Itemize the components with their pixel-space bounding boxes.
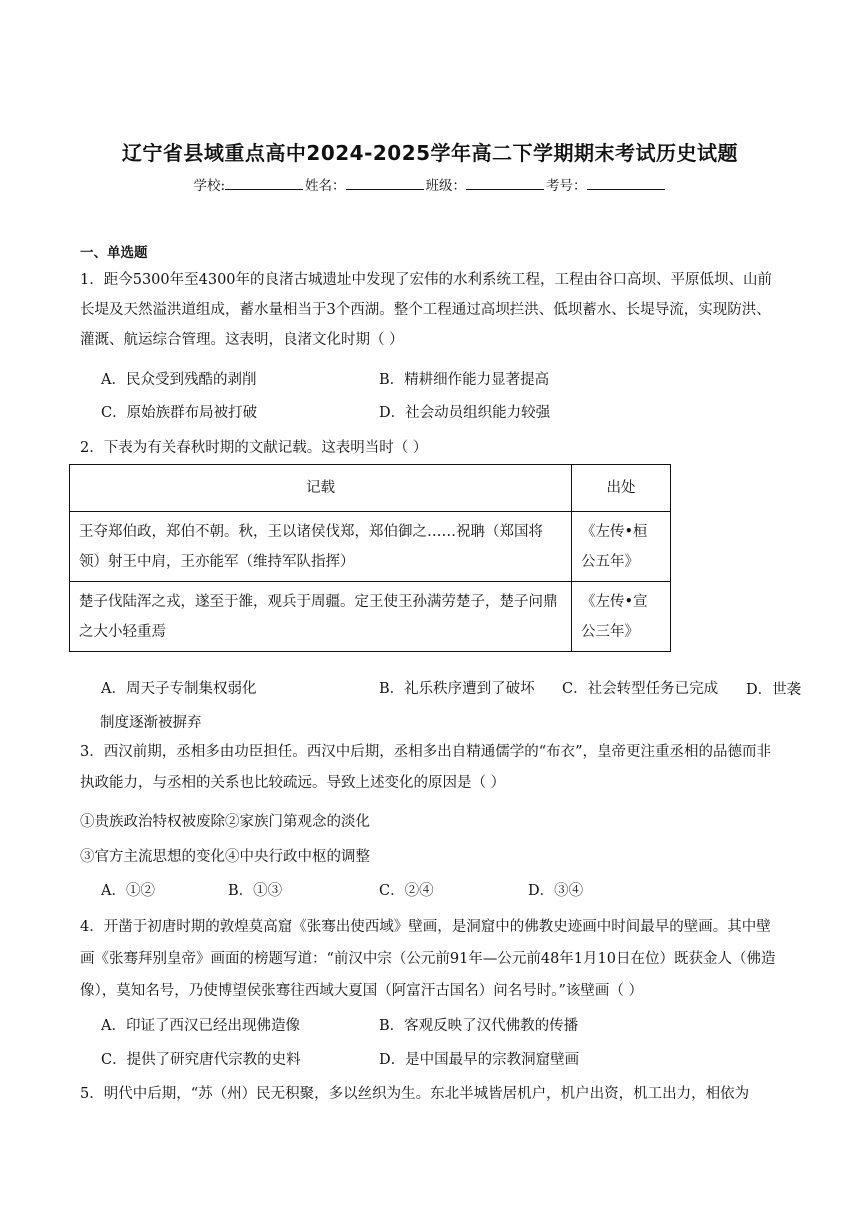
- question-2-text: 2．下表为有关春秋时期的文献记载。这表明当时（ ）: [80, 440, 428, 456]
- q2-option-d-text: D．世袭制度逐渐被摒弃: [100, 682, 802, 731]
- question-5-text: 5．明代中后期，“苏（州）民无积聚，多以丝织为生。东北半城皆居机户，机户出资，机工出力，相依为: [80, 1086, 750, 1102]
- q2-option-c[interactable]: C．社会转型任务已完成: [562, 681, 719, 697]
- q2-option-b[interactable]: B．礼乐秩序遭到了破坏: [379, 681, 535, 697]
- question-3-text: 3．西汉前期，丞相多由功臣担任。西汉中后期，丞相多出自精通儒学的“布衣”，皇帝更注重丞相的品德而非执政能力，与丞相的关系也比较疏远。导致上述变化的原因是（ ）: [80, 744, 772, 791]
- class-label: 班级：: [425, 178, 467, 194]
- question-4-stem: [80, 911, 782, 1007]
- question-1-stem: [80, 265, 782, 355]
- q4-option-a[interactable]: A．印证了西汉已经出现佛造像: [101, 1018, 300, 1034]
- q4-option-c[interactable]: C．提供了研究唐代宗教的史料: [101, 1052, 301, 1068]
- q3-option-a[interactable]: A．①②: [101, 883, 155, 899]
- table-row: [70, 512, 671, 582]
- table-cell: 王夺郑伯政，郑伯不朝。秋，王以诸侯伐郑，郑伯御之……祝聃（郑国将领）射王中肩，王亦能军（维持军队指挥）: [70, 512, 572, 582]
- name-label: 姓名：: [305, 178, 346, 194]
- q3-statement-line-1: ①贵族政治特权被废除②家族门第观念的淡化: [80, 814, 370, 830]
- q1-option-b[interactable]: B．精耕细作能力显著提高: [379, 372, 550, 388]
- question-1-text: 1．距今5300年至4300年的良渚古城遗址中发现了宏伟的水利系统工程，工程由谷口高坝、平原低坝、山前长堤及天然溢洪道组成，蓄水量相当于3个西湖。整个工程通过高坝拦洪、低坝蓄水、长堤导流，实现防洪、灌溉、航运综合管理。这表明，良渚文化时期（ ）: [80, 272, 773, 348]
- table-cell: 《左传•桓公五年》: [572, 512, 671, 582]
- school-blank[interactable]: [225, 177, 303, 190]
- q1-option-a[interactable]: A．民众受到残酷的剥削: [101, 372, 257, 388]
- q3-option-c[interactable]: C．②④: [379, 883, 434, 899]
- table-header: 记载: [70, 465, 572, 512]
- q3-option-d[interactable]: D．③④: [528, 883, 584, 899]
- table-row: [70, 582, 671, 652]
- records-table: [69, 464, 671, 652]
- table-cell: 楚子伐陆浑之戎，遂至于雒，观兵于周疆。定王使王孙满劳楚子，楚子问鼎之大小轻重焉: [70, 582, 572, 652]
- name-blank[interactable]: [346, 177, 424, 190]
- q4-option-b[interactable]: B．客观反映了汉代佛教的传播: [379, 1018, 579, 1034]
- student-info-line: [0, 174, 860, 194]
- table-header: 出处: [572, 465, 671, 512]
- question-2-stem: [80, 433, 782, 463]
- q4-option-d[interactable]: D．是中国最早的宗教洞窟壁画: [379, 1052, 580, 1068]
- number-blank[interactable]: [587, 177, 665, 190]
- q3-option-b[interactable]: B．①③: [228, 883, 283, 899]
- table-header-row: [70, 465, 671, 512]
- school-label: 学校:: [193, 178, 226, 194]
- question-5-stem: [80, 1079, 782, 1109]
- q3-statement-line-2: ③官方主流思想的变化④中央行政中枢的调整: [80, 849, 370, 865]
- number-label: 考号：: [546, 178, 587, 194]
- question-4-text: 4．开凿于初唐时期的敦煌莫高窟《张骞出使西域》壁画，是洞窟中的佛教史迹画中时间最早的壁画。其中壁画《张骞拜别皇帝》画面的榜题写道：“前汉中宗（公元前91年—公元前48年1月10日在位）既获金人（佛造像），莫知名号，乃使博望侯张骞往西域大夏国（阿富汗古国名）问名号时。”该壁画（ ）: [80, 919, 776, 999]
- q2-option-a[interactable]: A．周天子专制集权弱化: [101, 681, 257, 697]
- page-title: 辽宁省县域重点高中2024-2025学年高二下学期期末考试历史试题: [121, 141, 739, 165]
- section-heading: 一、单选题: [80, 245, 148, 261]
- question-3-stem: [80, 737, 782, 799]
- class-blank[interactable]: [466, 177, 544, 190]
- q1-option-c[interactable]: C．原始族群布局被打破: [101, 405, 258, 421]
- table-cell: 《左传•宣公三年》: [572, 582, 671, 652]
- q1-option-d[interactable]: D．社会动员组织能力较强: [379, 405, 551, 421]
